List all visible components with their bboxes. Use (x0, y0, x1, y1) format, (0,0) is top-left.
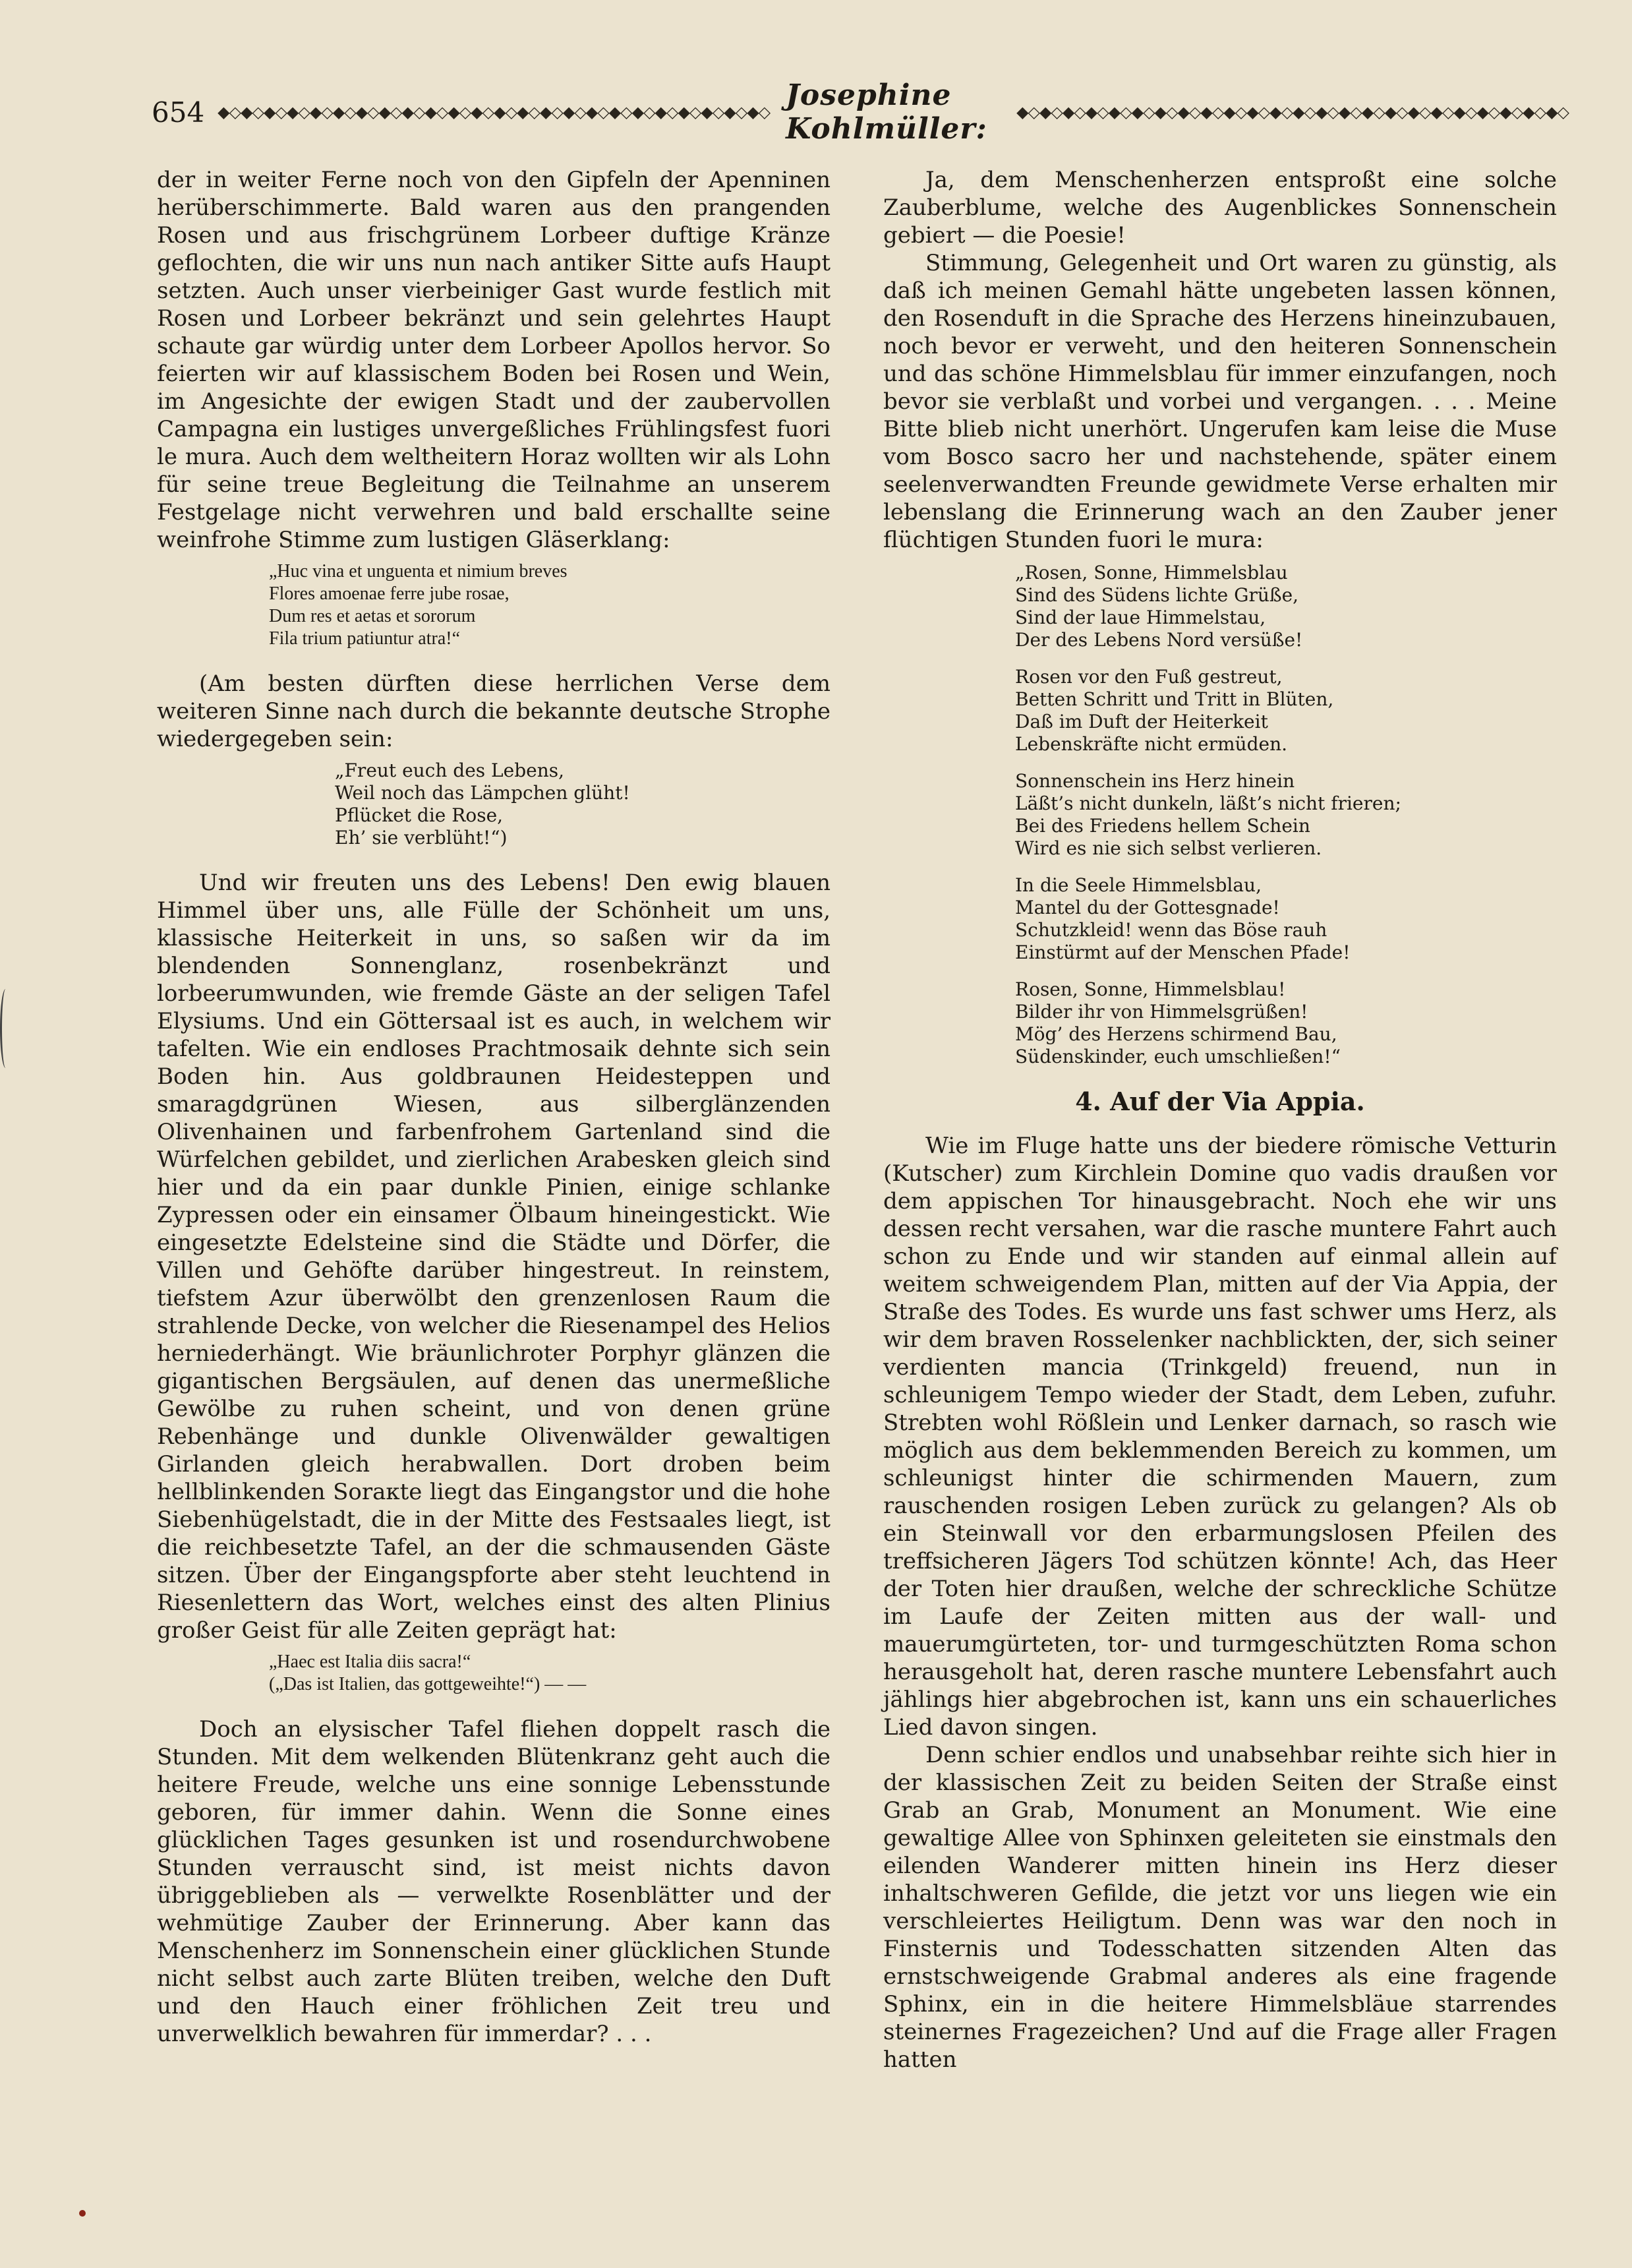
running-title: Josephine Kohlmüller: (786, 78, 987, 146)
poem-line: Rosen vor den Fuß gestreut, (1015, 666, 1283, 688)
poem-stanza (1015, 978, 1557, 1068)
verse-line: „Freut euch des Lebens, (335, 760, 565, 781)
paragraph: der in weiter Ferne noch von den Gipfeln der Apenninen herüberschimmerte. Bald waren aus den prangenden Rosen und aus frischgrünem Lorbeer duftige Kränze geflochten, die wir uns nun nach antiker Sitte aufs Haupt setzten. Auch unser vierbeiniger Gast wurde festlich mit Rosen und Lorbeer bekränzt und sein gelehrtes Haupt schaute gar würdig unter dem Lorbeer Apollos hervor. So feierten wir auf klassischem Boden bei Rosen und Wein, im Angesichte der ewigen Stadt und der zaubervollen Campagna ein lustiges unvergeßliches Frühlingsfest fuori le mura. Auch dem weltheitern Horaz wollten wir als Lohn für seine treue Begleitung die Teilnahme an unserem Festgelage nicht verwehren und bald erschallte seine weinfrohe Stimme zum lustigen Gläserklang: (157, 167, 831, 553)
poem-line: Südenskinder, euch umschließen!“ (1015, 1046, 1341, 1067)
verse-line: („Das ist Italien, das gottgeweihte!“) — — (269, 1674, 587, 1694)
poem-line: Schutzkleid! wenn das Böse rauh (1015, 919, 1327, 941)
poem-line: Der des Lebens Nord versüße! (1015, 629, 1303, 651)
poem (883, 562, 1557, 1068)
poem-line: Sonnenschein ins Herz hinein (1015, 770, 1295, 792)
poem-line: Sind der laue Himmelstau, (1015, 607, 1266, 628)
pliny-motto (157, 1651, 831, 1696)
poem-stanza (1015, 562, 1557, 651)
paragraph: (Am besten dürften diese herrlichen Verse dem weiteren Sinne nach durch die bekannte deutsche Strophe wiedergegeben sein: (157, 671, 831, 752)
poem-stanza (1015, 874, 1557, 964)
verse-line: „Huc vina et unguenta et nimium breves (269, 561, 568, 582)
poem-line: Rosen, Sonne, Himmelsblau! (1015, 978, 1286, 1000)
left-column (157, 166, 831, 2048)
section-heading: 4. Auf der Via Appia. (1075, 1087, 1365, 1116)
poem-line: Einstürmt auf der Menschen Pfade! (1015, 941, 1351, 963)
poem-line: Bilder ihr von Himmelsgrüßen! (1015, 1001, 1308, 1023)
poem-line: Mantel du der Gottesgnade! (1015, 897, 1280, 918)
paragraph: Wie im Fluge hatte uns der biedere römische Vetturin (Kutscher) zum Kirchlein Domine quo vadis draußen vor dem appischen Tor hinausgebracht. Noch ehe wir uns dessen recht versahen, war die rasche muntere Fahrt auch schon zu Ende und wir standen auf einmal allein auf weitem schweigendem Plan, mitten auf der Via Appia, der Straße des Todes. Es wurde uns fast schwer ums Herz, als wir dem braven Rosselenker nachblickten, der, sich seiner verdienten mancia (Trinkgeld) freuend, nun in schleunigem Tempo wieder der Stadt, dem Leben, zufuhr. Strebten wohl Rößlein und Lenker darnach, so rasch wie möglich aus dem beklemmenden Bereich zu kommen, um schleunigst hinter die schirmenden Mauern, zum rauschenden rosigen Leben zurück zu gelangen? Als ob ein Steinwall vor den erbarmungslosen Pfeilen des treffsicheren Jägers Tod schützen könnte! Ach, das Heer der Toten hier draußen, welche der schreckliche Schütze im Laufe der Zeiten mitten aus der wall- und mauerumgürteten, tor- und turmgeschützten Roma schon herausgeholt hat, deren rasche muntere Lebensfahrt auch jählings hier abgebrochen ist, kann uns ein schauerliches Lied davon singen. (883, 1133, 1557, 1741)
horace-verse (157, 560, 831, 650)
german-verse (157, 760, 831, 849)
right-column (883, 166, 1557, 2074)
verse-line: Fila trium patiuntur atra!“ (269, 628, 461, 649)
paragraph: Ja, dem Menschenherzen entsproßt eine solche Zauberblume, welche des Augenblickes Sonnenschein gebiert — die Poesie! (883, 167, 1557, 249)
verse-line: „Haec est Italia diis sacra!“ (269, 1652, 471, 1672)
poem-line: Sind des Südens lichte Grüße, (1015, 584, 1299, 606)
paragraph: Stimmung, Gelegenheit und Ort waren zu günstig, als daß ich meinen Gemahl hätte ungebeten lassen können, den Rosenduft in die Sprache des Herzens hineinzubauen, noch bevor er verweht, und den heiteren Sonnenschein und das schöne Himmelsblau für immer einzufangen, noch bevor sie verblaßt und vorbei und vergangen. . . . Meine Bitte blieb nicht unerhört. Ungerufen kam leise die Muse vom Bosco sacro her und nachstehende, später einem seelenverwandten Freunde gewidmete Verse erhalten mir lebenslang die Erinnerung wach an den Zauber jener flüchtigen Stunden fuori le mura: (883, 250, 1557, 553)
poem-line: In die Seele Himmelsblau, (1015, 874, 1262, 896)
poem-line: Bei des Friedens hellem Schein (1015, 815, 1310, 837)
verse-line: Dum res et aetas et sororum (269, 606, 476, 626)
poem-line: Mög’ des Herzens schirmend Bau, (1015, 1023, 1337, 1045)
verse-line: Weil noch das Lämpchen glüht! (335, 782, 630, 804)
poem-stanza (1015, 770, 1557, 860)
header-ornament-right: ◆◇◆◇◆◇◆◇◆◇◆◇◆◇◆◇◆◇◆◇◆◇◆◇◆◇◆◇◆◇◆◇◆◇◆◇◆◇◆◇◆◇◆◇◆◇◆◇ (1016, 103, 1569, 121)
paragraph: Und wir freuten uns des Lebens! Den ewig blauen Himmel über uns, alle Fülle der Schönheit um uns, klassische Heiterkeit in uns, so saßen wir da im blendenden Sonnenglanz, rosenbekränzt und lorbeerumwunden, wie fremde Gäste an der seligen Tafel Elysiums. Und ein Göttersaal ist es auch, in welchem wir tafelten. Wie ein endloses Prachtmosaik dehnte sich sein Boden hin. Aus goldbraunen Heidesteppen und smaragdgrünen Wiesen, aus silberglänzenden Olivenhainen und farbenfrohem Gartenland sind die Würfelchen gebildet, und zierlichen Arabesken gleich sind hier und da ein paar dunkle Pinien, einige schlanke Zypressen oder ein einsamer Ölbaum hineingestickt. Wie eingesetzte Edelsteine sind die Städte und Dörfer, die Villen und Gehöfte darüber hingestreut. In reinstem, tiefstem Azur überwölbt den grenzenlosen Raum die strahlende Decke, von welcher die Riesenampel des Helios herniederhängt. Wie bräunlichroter Porphyr glänzen die gigantischen Bergsäulen, auf denen das unermeßliche Gewölbe zu ruhen scheint, und von denen grüne Rebenhänge und dunkle Olivenwälder gewaltigen Girlanden gleich herabwallen. Dort droben beim hellblinkenden Soraкte liegt das Eingangstor und die hohe Siebenhügelstadt, die in der Mitte des Festsaales liegt, ist die reichbesetzte Tafel, an der die schmausenden Gäste sitzen. Über der Eingangspforte aber steht leuchtend in Riesenlettern das Wort, welches einst des alten Plinius großer Geist für alle Zeiten geprägt hat: (157, 870, 831, 1644)
poem-line: Läßt’s nicht dunkeln, läßt’s nicht frieren; (1015, 792, 1401, 814)
poem-line: Lebenskräfte nicht ermüden. (1015, 733, 1288, 755)
ink-spot (79, 2210, 86, 2217)
poem-stanza (1015, 666, 1557, 756)
page-edge-mark (0, 989, 11, 1068)
paragraph: Doch an elysischer Tafel fliehen doppelt rasch die Stunden. Mit dem welkenden Blütenkranz geht auch die heitere Freude, welche uns eine sonnige Lebensstunde geboren, für immer dahin. Wenn die Sonne eines glücklichen Tages gesunken ist und rosendurchwobene Stunden verrauscht sind, ist meist nichts davon übriggeblieben als — verwelkte Rosenblätter und der wehmütige Zauber der Erinnerung. Aber kann das Menschenherz im Sonnenschein einer glücklichen Stunde nicht selbst auch zarte Blüten treiben, welche den Duft und den Hauch einer fröhlichen Zeit treu und unverwelklich bewahren für immerdar? . . . (157, 1716, 831, 2047)
header-ornament-left: ◆◇◆◇◆◇◆◇◆◇◆◇◆◇◆◇◆◇◆◇◆◇◆◇◆◇◆◇◆◇◆◇◆◇◆◇◆◇◆◇◆◇◆◇◆◇◆◇ (218, 103, 771, 121)
poem-line: Daß im Duft der Heiterkeit (1015, 711, 1268, 732)
verse-line: Eh’ sie verblüht!“) (335, 827, 508, 849)
page-number: 654 (152, 96, 205, 129)
verse-line: Pflücket die Rose, (335, 804, 504, 826)
verse-line: Flores amoenae ferre jube rosae, (269, 583, 510, 604)
paragraph: Denn schier endlos und unabsehbar reihte sich hier in der klassischen Zeit zu beiden Seiten der Straße einst Grab an Grab, Monument an Monument. Wie eine gewaltige Allee von Sphinxen geleiteten sie einstmals den eilenden Wanderer mitten hinein ins Herz dieser inhaltschweren Gefilde, die jetzt vor uns liegen wie ein verschleiertes Heiligtum. Denn was war den noch in Finsternis und Todesschatten sitzenden Alten das ernstschweigende Grabmal anderes als eine fragende Sphinx, ein in die heitere Himmelsbläue starrendes steinernes Fragezeichen? Und auf die Frage aller Fragen hatten (883, 1742, 1557, 2073)
poem-line: Wird es nie sich selbst verlieren. (1015, 837, 1322, 859)
running-header (152, 78, 1569, 146)
poem-line: „Rosen, Sonne, Himmelsblau (1015, 562, 1288, 583)
poem-line: Betten Schritt und Tritt in Blüten, (1015, 688, 1334, 710)
